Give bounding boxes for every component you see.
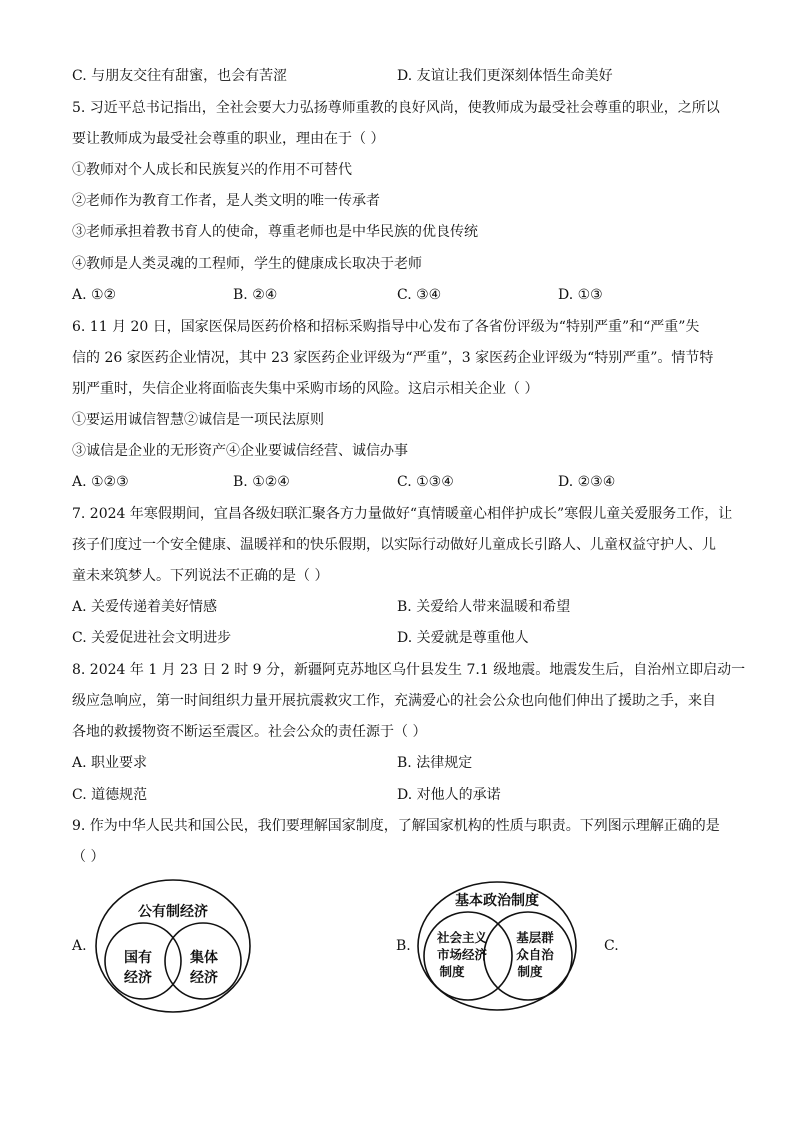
- q6-stem-line2: 信的 26 家医药企业情况，其中 23 家医药企业评级为“严重”，3 家医药企业评级为“特别严重”。情节特: [72, 350, 714, 366]
- diagram-b-right-label-2: 众自治: [516, 947, 554, 962]
- q8-stem-line3: 各地的救援物资不断运至震区。社会公众的责任源于（ ）: [72, 724, 427, 740]
- q8-stem-line2: 级应急响应，第一时间组织力量开展抗震救灾工作，充满爱心的社会公众也向他们伸出了援助之手，来自: [72, 693, 716, 709]
- q6-statements-3-4: ③诚信是企业的无形资产④企业要诚信经营、诚信办事: [72, 443, 408, 459]
- q7-stem-line2: 孩子们度过一个安全健康、温暖祥和的快乐假期，以实际行动做好儿童成长引路人、儿童权益守护人、儿: [72, 537, 716, 553]
- q5-statement-1: ①教师对个人成长和民族复兴的作用不可替代: [72, 162, 352, 178]
- diagram-a-outer-label: 公有制经济: [138, 904, 208, 920]
- q9-option-a-label: A.: [72, 938, 87, 954]
- diagram-b-left-label-2: 市场经济: [436, 947, 488, 962]
- diagram-a-left-label-2: 经济: [124, 970, 152, 986]
- diagram-b-right-label-3: 制度: [517, 964, 543, 979]
- diagram-a-outer-circle: [96, 880, 250, 1012]
- q5-option-d: D. ①③: [558, 287, 603, 303]
- q5-statement-2: ②老师作为教育工作者，是人类文明的唯一传承者: [72, 193, 380, 209]
- q4-option-d: D. 友谊让我们更深刻体悟生命美好: [397, 68, 613, 84]
- q8-stem-line1: 8. 2024 年 1 月 23 日 2 时 9 分，新疆阿克苏地区乌什县发生 7.1 级地震。地震发生后，自治州立即启动一: [72, 662, 746, 678]
- q5-option-a: A. ①②: [72, 287, 117, 303]
- diagram-b-left-label-3: 制度: [439, 964, 465, 979]
- diagram-b-right-label-1: 基层群: [516, 930, 554, 945]
- q6-stem-line1: 6. 11 月 20 日，国家医保局医药价格和招标采购指导中心发布了各省份评级为“特别严重”和“严重”失: [72, 319, 700, 335]
- q9-option-b-label: B.: [396, 938, 411, 954]
- q9-stem-line2: （ ）: [72, 849, 105, 865]
- q6-statements-1-2: ①要运用诚信智慧②诚信是一项民法原则: [72, 412, 324, 428]
- diagram-a-right-label-1: 集体: [190, 950, 218, 966]
- q8-option-c: C. 道德规范: [72, 787, 148, 803]
- q5-statement-3: ③老师承担着教书育人的使命，尊重老师也是中华民族的优良传统: [72, 224, 478, 240]
- q8-option-d: D. 对他人的承诺: [397, 787, 501, 803]
- q8-option-b: B. 法律规定: [397, 755, 473, 771]
- q7-option-a: A. 关爱传递着美好情感: [72, 599, 218, 615]
- q9-diagram-b: [412, 878, 587, 1014]
- diagram-a-left-label-1: 国有: [124, 950, 152, 966]
- q7-option-c: C. 关爱促进社会文明进步: [72, 630, 232, 646]
- q6-option-d: D. ②③④: [558, 474, 616, 490]
- q9-option-c-label: C.: [604, 938, 619, 954]
- q6-option-c: C. ①③④: [397, 474, 454, 490]
- q4-option-c: C. 与朋友交往有甜蜜，也会有苦涩: [72, 68, 288, 84]
- q5-option-b: B. ②④: [233, 287, 278, 303]
- q9-stem-line1: 9. 作为中华人民共和国公民，我们要理解国家制度，了解国家机构的性质与职责。下列图示理解正确的是: [72, 818, 720, 834]
- diagram-a-right-label-2: 经济: [190, 970, 218, 986]
- diagram-b-outer-label: 基本政治制度: [455, 893, 539, 909]
- q7-stem-line3: 童未来筑梦人。下列说法不正确的是（ ）: [72, 568, 329, 584]
- q5-statement-4: ④教师是人类灵魂的工程师，学生的健康成长取决于老师: [72, 256, 422, 272]
- q6-stem-line3: 别严重时，失信企业将面临丧失集中采购市场的风险。这启示相关企业（ ）: [72, 381, 539, 397]
- q5-stem-line2: 要让教师成为最受社会尊重的职业，理由在于（ ）: [72, 131, 385, 147]
- q9-diagram-a: [90, 876, 260, 1016]
- q8-option-a: A. 职业要求: [72, 755, 148, 771]
- q6-option-a: A. ①②③: [72, 474, 129, 490]
- diagram-b-left-label-1: 社会主义: [436, 930, 488, 945]
- q7-option-d: D. 关爱就是尊重他人: [397, 630, 529, 646]
- q5-option-c: C. ③④: [397, 287, 442, 303]
- q5-stem-line1: 5. 习近平总书记指出，全社会要大力弘扬尊师重教的良好风尚，使教师成为最受社会尊重的职业，之所以: [72, 100, 720, 116]
- q7-option-b: B. 关爱给人带来温暖和希望: [397, 599, 571, 615]
- q7-stem-line1: 7. 2024 年寒假期间，宜昌各级妇联汇聚各方力量做好“真情暖童心相伴护成长”寒假儿童关爱服务工作，让: [72, 506, 733, 522]
- q6-option-b: B. ①②④: [233, 474, 290, 490]
